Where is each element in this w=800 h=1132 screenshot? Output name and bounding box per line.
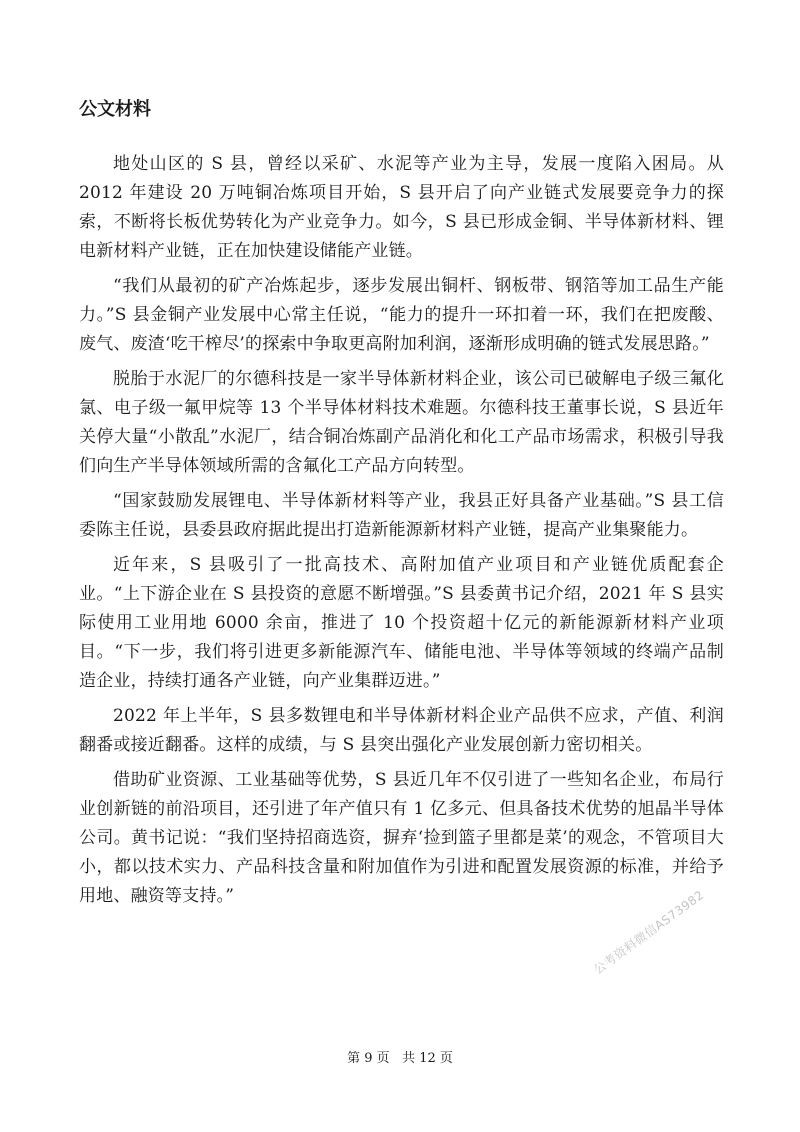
paragraph-6: 2022 年上半年，S 县多数锂电和半导体新材料企业产品供不应求，产值、利润翻番或接近翻番。这样的成绩，与 S 县突出强化产业发展创新力密切相关。: [79, 706, 724, 755]
page-footer: [0, 1050, 800, 1068]
paragraph-5: 近年来，S 县吸引了一批高技术、高附加值产业项目和产业链优质配套企业。“上下游企业在 S 县投资的意愿不断增强。”S 县委黄书记介绍，2021 年 S 县实际使用工业用地 6000 余亩，推进了 10 个投资超十亿元的新能源新材料产业项目。“下一步，我们将引进更多新能源汽车、储能电池、半导体等领域的终端产品制造企业，持续打通各产业链，向产业集群迈进。”: [79, 555, 724, 691]
paragraph-4: “国家鼓励发展锂电、半导体新材料等产业，我县正好具备产业基础。”S 县工信委陈主任说，县委县政府据此提出打造新能源新材料产业链，提高产业集聚能力。: [79, 491, 724, 540]
paragraph-1: 地处山区的 S 县，曾经以采矿、水泥等产业为主导，发展一度陷入困局。从 2012 年建设 20 万吨铜冶炼项目开始，S 县开启了向产业链式发展要竞争力的探索，不断将长板优势转化为产业竞争力。如今，S 县已形成金铜、半导体新材料、锂电新材料产业链，正在加快建设储能产业链。: [79, 154, 724, 261]
paragraph-2: “我们从最初的矿产冶炼起步，逐步发展出铜杆、钢板带、钢箔等加工品生产能力。”S 县金铜产业发展中心常主任说，“能力的提升一环扣着一环，我们在把废酸、废气、废渣‘吃干榨尽’的探索中争取更高附加利润，逐渐形成明确的链式发展思路。”: [79, 276, 724, 354]
page-number: 第 9 页 共 12 页: [347, 1051, 453, 1066]
paragraph-3: 脱胎于水泥厂的尔德科技是一家半导体新材料企业，该公司已破解电子级三氟化氯、电子级一氟甲烷等 13 个半导体材料技术难题。尔德科技王董事长说，S 县近年关停大量“小散乱”水泥厂，结合铜冶炼副产品消化和化工产品市场需求，积极引导我们向生产半导体领域所需的含氟化工产品方向转型。: [79, 369, 724, 476]
document-body: [79, 150, 724, 917]
document-heading: 公文材料: [79, 99, 151, 120]
paragraph-7: 借助矿业资源、工业基础等优势，S 县近几年不仅引进了一些知名企业，布局行业创新链的前沿项目，还引进了年产值只有 1 亿多元、但具备技术优势的旭晶半导体公司。黄书记说：“我们坚持招商选资，摒弃‘捡到篮子里都是菜’的观念，不管项目大小，都以技术实力、产品科技含量和附加值作为引进和配置发展资源的标准，并给予用地、融资等支持。”: [79, 770, 724, 906]
watermark: 公考资料微信AS73982: [591, 887, 707, 977]
